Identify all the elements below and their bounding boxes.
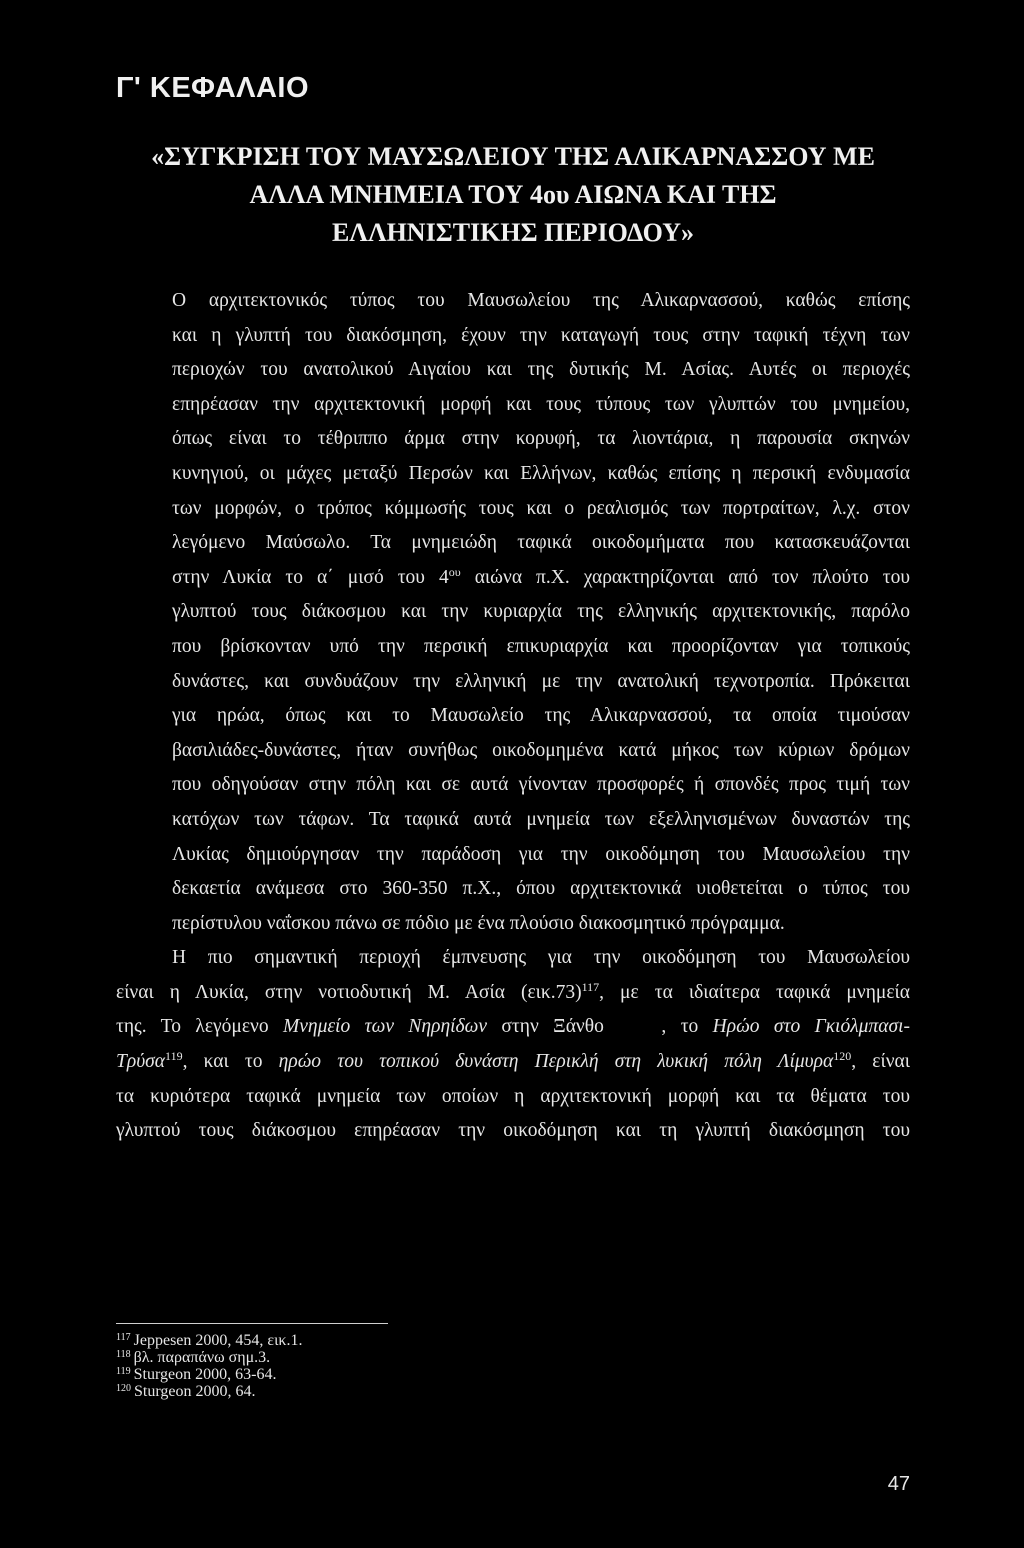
- footnote-number: 120: [116, 1383, 131, 1394]
- monument-name: Τρύσα: [116, 1051, 166, 1073]
- footnote-ref: 117: [581, 979, 600, 994]
- text-line: [116, 1045, 910, 1080]
- chapter-title: [116, 138, 910, 252]
- text-line: δεκαετία ανάμεσα στο 360-350 π.Χ., όπου αρχιτεκτονικά υιοθετείται ο τύπος του: [172, 878, 910, 900]
- footnote-separator: [116, 1323, 388, 1324]
- text-line: λεγόμενο Μαύσωλο. Τα μνημειώδη ταφικά οικοδομήματα που κατασκευάζονται: [172, 532, 910, 554]
- text-line: και η γλυπτή του διακόσμηση, έχουν την καταγωγή τους στην ταφική τέχνη των: [172, 324, 910, 346]
- text-line: [116, 1010, 910, 1045]
- monument-name: ηρώο του τοπικού δυνάστη Περικλή στη λυκική πόλη Λίμυρα: [278, 1051, 834, 1073]
- text-line: τα κυριότερα ταφικά μνημεία των οποίων η αρχιτεκτονική μορφή και τα θέματα του: [116, 1085, 910, 1107]
- paragraph-2: [116, 941, 910, 1149]
- paragraph-1: [116, 284, 910, 941]
- title-line: ΑΛΛΑ ΜΝΗΜΕΙΑ ΤΟΥ 4ου ΑΙΩΝΑ ΚΑΙ ΤΗΣ: [249, 180, 777, 209]
- text-segment: είναι η Λυκία, στην νοτιοδυτική Μ. Ασία (εικ.73): [116, 981, 582, 1003]
- footnote-number: 117: [116, 1332, 131, 1343]
- title-line: «ΣΥΓΚΡΙΣΗ ΤΟΥ ΜΑΥΣΩΛΕΙΟΥ ΤΗΣ ΑΛΙΚΑΡΝΑΣΣΟΥ ΜΕ: [151, 142, 875, 171]
- footnote: [116, 1383, 302, 1400]
- text-line: επηρέασαν την αρχιτεκτονική μορφή και τους τύπους των γλυπτών του μνημείου,: [172, 393, 910, 415]
- footnote-ref: 119: [165, 1049, 183, 1064]
- footnote: [116, 1349, 302, 1366]
- body-text: [116, 284, 910, 1149]
- text-line: Η πιο σημαντική περιοχή έμπνευσης για την οικοδόμηση του Μαυσωλείου: [172, 947, 910, 969]
- footnote-number: 119: [116, 1366, 131, 1377]
- text-segment: , με τα ιδιαίτερα ταφικά μνημεία: [599, 981, 911, 1003]
- footnotes: [116, 1332, 302, 1400]
- text-line: βασιλιάδες-δυνάστες, ήταν συνήθως οικοδομημένα κατά μήκος των κύριων δρόμων: [172, 739, 910, 761]
- text-segment: , και το: [182, 1051, 279, 1073]
- text-line: των μορφών, ο τρόπος κόμμωσής τους και ο ρεαλισμός των πορτραίτων, λ.χ. στον: [172, 497, 910, 519]
- footnote: [116, 1332, 302, 1349]
- text-segment: , είναι: [851, 1051, 910, 1073]
- text-line: κυνηγιού, οι μάχες μεταξύ Περσών και Ελλήνων, καθώς επίσης η περσική ενδυμασία: [172, 462, 910, 484]
- text-line: όπως είναι το τέθριππο άρμα στην κορυφή, τα λιοντάρια, η παρουσία σκηνών: [172, 428, 910, 450]
- text-line: Ο αρχιτεκτονικός τύπος του Μαυσωλείου της Αλικαρνασσού, καθώς επίσης: [172, 290, 910, 311]
- footnote-ref: 120: [833, 1049, 852, 1064]
- chapter-heading: Γ' ΚΕΦΑΛΑΙΟ: [116, 72, 310, 104]
- text-line: που βρίσκονταν υπό την περσική επικυριαρχία και προορίζονταν για τοπικούς: [172, 635, 910, 657]
- footnote-text: Jeppesen 2000, 454, εικ.1.: [133, 1332, 303, 1349]
- text-line: δυνάστες, και συνδυάζουν την ελληνική με την ανατολική τεχνοτροπία. Πρόκειται: [172, 670, 910, 692]
- text-line: γλυπτού τους διάκοσμου και την κυριαρχία της ελληνικής αρχιτεκτονικής, παρόλο: [172, 601, 910, 623]
- superscript: ου: [448, 564, 461, 579]
- text-line: γλυπτού τους διάκοσμου επηρέασαν την οικοδόμηση και τη γλυπτή διακόσμηση του: [116, 1120, 910, 1142]
- text-line: για ηρώα, όπως και το Μαυσωλείο της Αλικαρνασσού, τα οποία τιμούσαν: [172, 705, 910, 727]
- text-segment: στην Λυκία το α΄ μισό του 4: [172, 566, 449, 588]
- monument-name: Μνημείο των Νηρηίδων: [283, 1016, 488, 1038]
- text-segment: της. Το λεγόμενο: [116, 1016, 283, 1038]
- footnote: [116, 1366, 302, 1383]
- monument-name: Ηρώο στο Γκιόλμπασι-: [712, 1016, 910, 1038]
- text-line: κατόχων των τάφων. Τα ταφικά αυτά μνημεία των εξελληνισμένων δυναστών της: [172, 808, 910, 830]
- title-line: ΕΛΛΗΝΙΣΤΙΚΗΣ ΠΕΡΙΟΔΟΥ»: [331, 218, 695, 247]
- text-segment: στην Ξάνθο , το: [487, 1016, 713, 1038]
- footnote-text: βλ. παραπάνω σημ.3.: [133, 1349, 271, 1366]
- text-line: που οδηγούσαν στην πόλη και σε αυτά γίνονταν προσφορές ή σπονδές προς τιμή των: [172, 774, 910, 796]
- text-line: [116, 976, 910, 1011]
- text-line: Λυκίας δημιούργησαν την παράδοση για την οικοδόμηση του Μαυσωλείου την: [172, 843, 910, 865]
- text-segment: αιώνα π.Χ. χαρακτηρίζονται από τον πλούτο του: [460, 566, 911, 588]
- footnote-text: Sturgeon 2000, 64.: [134, 1383, 256, 1400]
- text-line: περίστυλου ναΐσκου πάνω σε πόδιο με ένα πλούσιο διακοσμητικό πρόγραμμα.: [172, 912, 785, 934]
- text-line: περιοχών του ανατολικού Αιγαίου και της δυτικής Μ. Ασίας. Αυτές οι περιοχές: [172, 359, 910, 381]
- page-number: 47: [887, 1473, 910, 1495]
- footnote-text: Sturgeon 2000, 63-64.: [133, 1366, 277, 1383]
- text-line: [116, 561, 910, 596]
- footnote-number: 118: [116, 1349, 131, 1360]
